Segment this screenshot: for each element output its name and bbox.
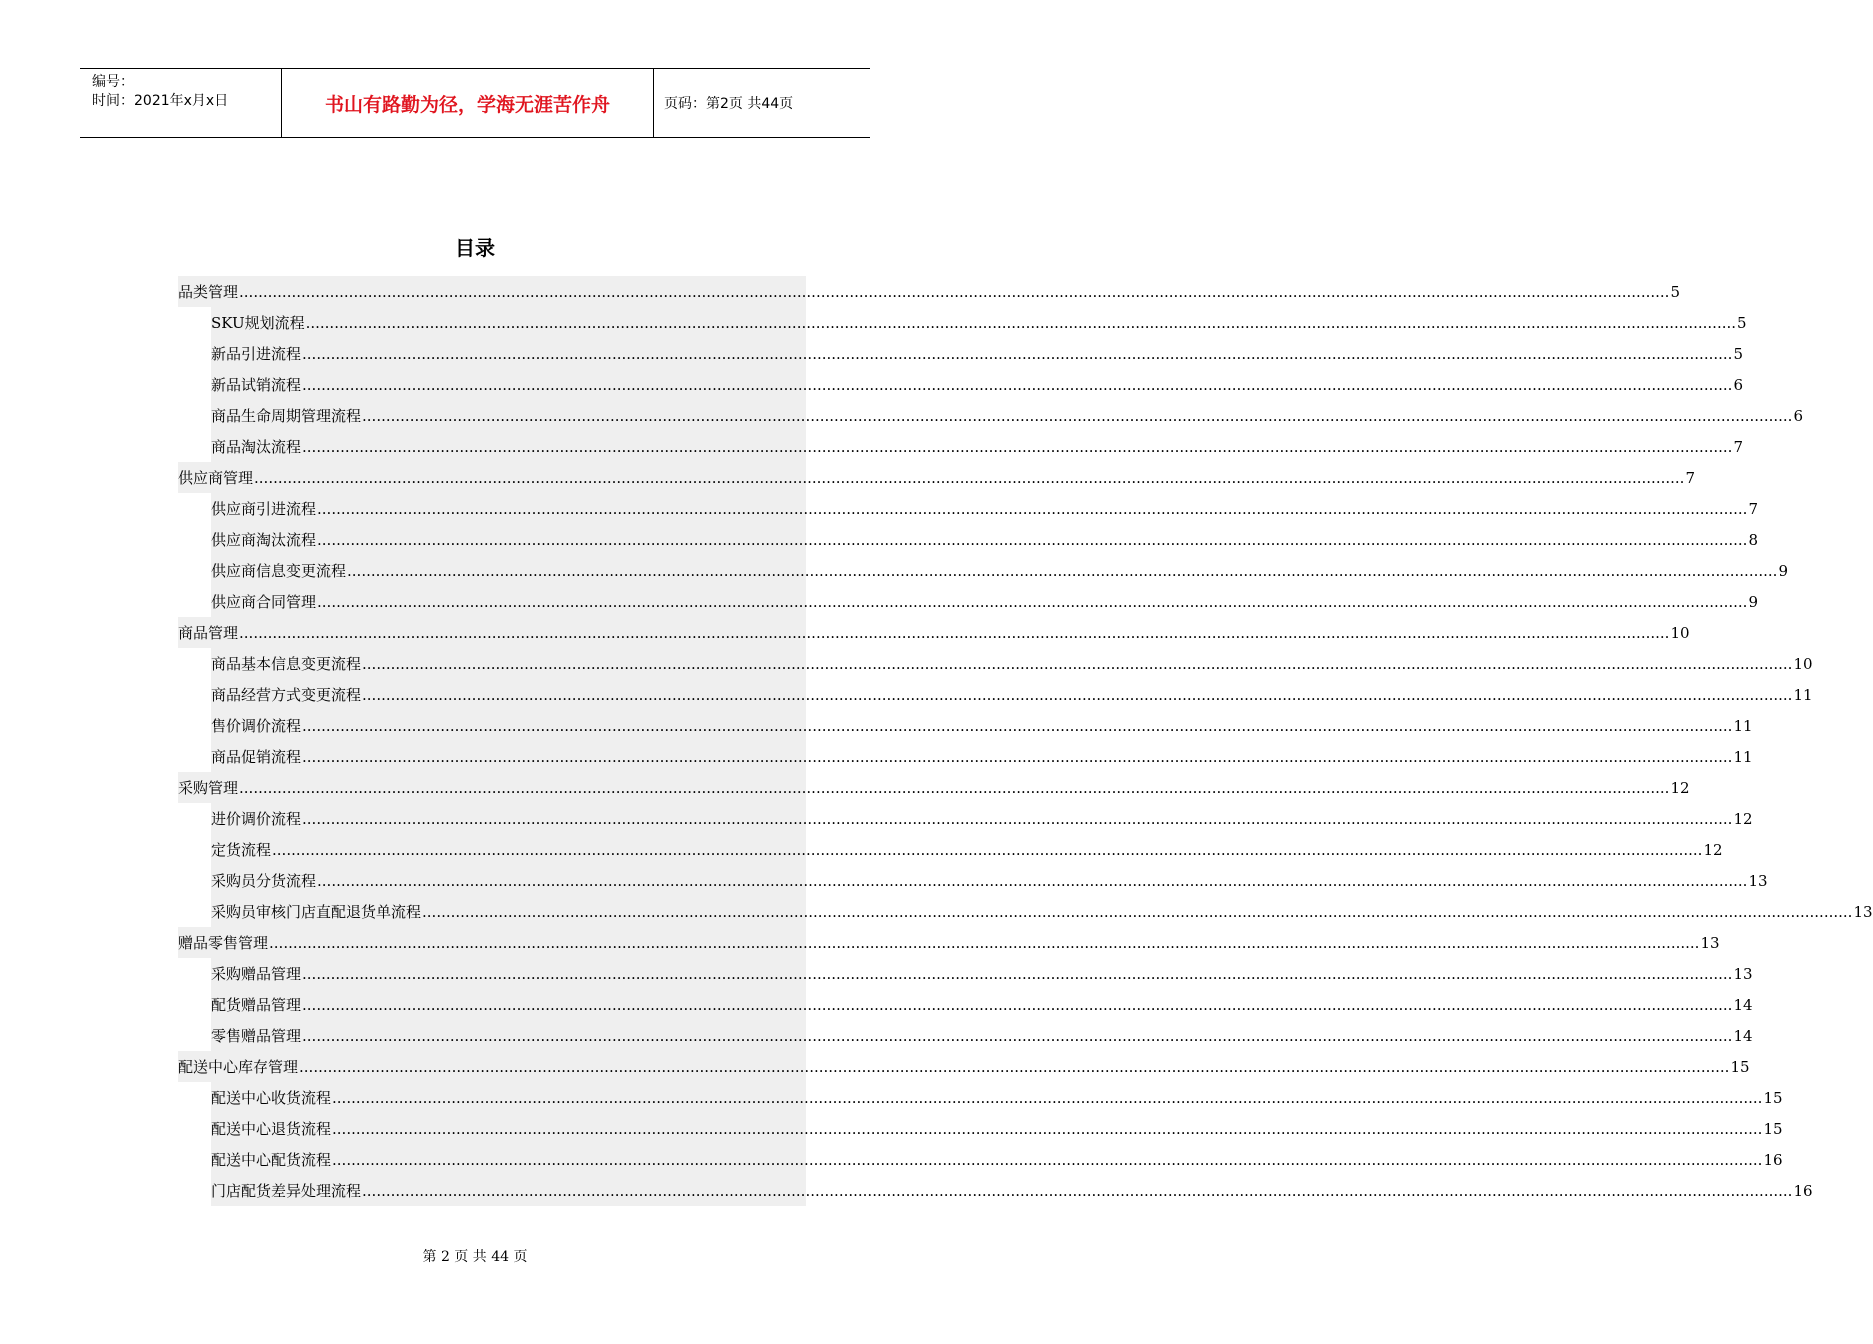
toc-dot-leader: ............................................................................................................................................................................................................................................................................................................	[239, 624, 1670, 642]
toc-dot-leader: ............................................................................................................................................................................................................................................................................................................	[302, 748, 1733, 766]
toc-entry-line	[211, 994, 1753, 1016]
toc-dot-leader: ............................................................................................................................................................................................................................................................................................................	[317, 500, 1748, 518]
header-left-cell	[80, 69, 282, 137]
header-page-info: 页码：第2页 共44页	[664, 96, 794, 112]
date-line: 时间：2021年x月x日	[92, 93, 229, 109]
toc-dot-leader: ............................................................................................................................................................................................................................................................................................................	[299, 1058, 1730, 1076]
toc-entry[interactable]	[178, 617, 1690, 648]
toc-entry-page: 5	[1737, 314, 1747, 332]
table-of-contents	[178, 276, 1873, 1206]
toc-entry-line	[211, 963, 1753, 985]
toc-entry-page: 13	[1853, 903, 1873, 921]
toc-entry-page: 15	[1730, 1058, 1750, 1076]
toc-dot-leader: ............................................................................................................................................................................................................................................................................................................	[302, 376, 1733, 394]
toc-entry[interactable]	[178, 896, 1873, 927]
toc-entry-line	[178, 281, 1680, 303]
toc-entry[interactable]	[178, 586, 1758, 617]
toc-entry-title: 供应商信息变更流程	[211, 562, 347, 580]
toc-entry-title: 采购赠品管理	[211, 965, 302, 983]
toc-entry[interactable]	[178, 369, 1743, 400]
toc-entry-title: 商品经营方式变更流程	[211, 686, 362, 704]
toc-entry-line	[211, 312, 1747, 334]
toc-entry-title: 采购员审核门店直配退货单流程	[211, 903, 422, 921]
toc-entry-line	[211, 436, 1743, 458]
toc-entry-page: 14	[1733, 1027, 1753, 1045]
toc-dot-leader: ............................................................................................................................................................................................................................................................................................................	[302, 717, 1733, 735]
toc-entry-title: 商品管理	[178, 624, 239, 642]
toc-entry-page: 13	[1733, 965, 1753, 983]
toc-entry[interactable]	[178, 462, 1695, 493]
toc-dot-leader: ............................................................................................................................................................................................................................................................................................................	[269, 934, 1700, 952]
toc-entry-title: 供应商合同管理	[211, 593, 317, 611]
toc-dot-leader: ............................................................................................................................................................................................................................................................................................................	[239, 283, 1670, 301]
toc-entry-page: 13	[1700, 934, 1720, 952]
toc-entry-page: 7	[1685, 469, 1695, 487]
toc-entry-title: 进价调价流程	[211, 810, 302, 828]
toc-entry-line	[178, 622, 1690, 644]
toc-dot-leader: ............................................................................................................................................................................................................................................................................................................	[317, 872, 1748, 890]
toc-entry[interactable]	[178, 1113, 1783, 1144]
toc-entry[interactable]	[178, 1175, 1813, 1206]
toc-entry[interactable]	[178, 679, 1813, 710]
toc-entry-line	[211, 591, 1758, 613]
toc-dot-leader: ............................................................................................................................................................................................................................................................................................................	[305, 314, 1737, 332]
toc-entry[interactable]	[178, 431, 1743, 462]
toc-entry-page: 9	[1778, 562, 1788, 580]
toc-entry[interactable]	[178, 1020, 1753, 1051]
toc-entry[interactable]	[178, 493, 1758, 524]
toc-entry-title: 供应商管理	[178, 469, 254, 487]
toc-entry[interactable]	[178, 648, 1813, 679]
toc-dot-leader: ............................................................................................................................................................................................................................................................................................................	[302, 345, 1733, 363]
toc-entry[interactable]	[178, 1082, 1783, 1113]
page-footer: 第 2 页 共 44 页	[422, 1249, 528, 1265]
toc-entry-title: 供应商引进流程	[211, 500, 317, 518]
toc-entry-title: 采购员分货流程	[211, 872, 317, 890]
toc-entry[interactable]	[178, 555, 1788, 586]
toc-entry[interactable]	[178, 989, 1753, 1020]
toc-entry-page: 15	[1763, 1120, 1783, 1138]
toc-entry-title: 售价调价流程	[211, 717, 302, 735]
toc-entry-line	[178, 777, 1690, 799]
toc-entry-title: 零售赠品管理	[211, 1027, 302, 1045]
toc-entry-title: 定货流程	[211, 841, 272, 859]
toc-entry-page: 12	[1670, 779, 1690, 797]
toc-dot-leader: ............................................................................................................................................................................................................................................................................................................	[254, 469, 1685, 487]
toc-entry-page: 12	[1703, 841, 1723, 859]
toc-entry-title: 商品淘汰流程	[211, 438, 302, 456]
toc-entry[interactable]	[178, 338, 1743, 369]
toc-entry-title: 配送中心收货流程	[211, 1089, 332, 1107]
toc-entry-page: 14	[1733, 996, 1753, 1014]
toc-entry[interactable]	[178, 1144, 1783, 1175]
toc-entry-line	[178, 932, 1720, 954]
toc-entry-title: 配送中心配货流程	[211, 1151, 332, 1169]
toc-entry-page: 6	[1733, 376, 1743, 394]
toc-entry[interactable]	[178, 865, 1768, 896]
toc-entry-line	[211, 1118, 1783, 1140]
toc-entry[interactable]	[178, 741, 1753, 772]
toc-entry[interactable]	[178, 803, 1753, 834]
toc-dot-leader: ............................................................................................................................................................................................................................................................................................................	[332, 1151, 1763, 1169]
toc-entry-line	[211, 374, 1743, 396]
toc-entry[interactable]	[178, 834, 1723, 865]
toc-entry-page: 11	[1733, 717, 1753, 735]
toc-entry-page: 8	[1748, 531, 1758, 549]
toc-dot-leader: ............................................................................................................................................................................................................................................................................................................	[302, 996, 1733, 1014]
toc-entry-page: 5	[1733, 345, 1743, 363]
toc-entry-title: 品类管理	[178, 283, 239, 301]
toc-entry[interactable]	[178, 307, 1747, 338]
toc-entry-title: 供应商淘汰流程	[211, 531, 317, 549]
toc-entry-line	[211, 870, 1768, 892]
toc-dot-leader: ............................................................................................................................................................................................................................................................................................................	[362, 655, 1793, 673]
toc-entry[interactable]	[178, 710, 1753, 741]
toc-dot-leader: ............................................................................................................................................................................................................................................................................................................	[317, 593, 1748, 611]
toc-dot-leader: ............................................................................................................................................................................................................................................................................................................	[302, 438, 1733, 456]
toc-entry-title: 新品试销流程	[211, 376, 302, 394]
toc-entry-title: 商品生命周期管理流程	[211, 407, 362, 425]
toc-dot-leader: ............................................................................................................................................................................................................................................................................................................	[332, 1120, 1763, 1138]
toc-dot-leader: ............................................................................................................................................................................................................................................................................................................	[362, 1182, 1793, 1200]
toc-entry-title: 赠品零售管理	[178, 934, 269, 952]
toc-entry[interactable]	[178, 524, 1758, 555]
toc-entry-page: 11	[1793, 686, 1813, 704]
toc-entry-line	[211, 808, 1753, 830]
toc-entry-page: 15	[1763, 1089, 1783, 1107]
toc-dot-leader: ............................................................................................................................................................................................................................................................................................................	[362, 686, 1793, 704]
toc-entry-page: 10	[1793, 655, 1813, 673]
toc-entry-line	[211, 1149, 1783, 1171]
toc-entry-title: 商品基本信息变更流程	[211, 655, 362, 673]
toc-entry-line	[211, 715, 1753, 737]
toc-entry-line	[211, 405, 1803, 427]
toc-entry-page: 12	[1733, 810, 1753, 828]
toc-entry-page: 7	[1733, 438, 1743, 456]
toc-dot-leader: ............................................................................................................................................................................................................................................................................................................	[272, 841, 1703, 859]
toc-title: 目录	[455, 236, 495, 260]
toc-dot-leader: ............................................................................................................................................................................................................................................................................................................	[317, 531, 1748, 549]
toc-entry[interactable]	[178, 276, 1680, 307]
toc-entry-line	[211, 529, 1758, 551]
toc-entry-page: 13	[1748, 872, 1768, 890]
toc-entry-title: 门店配货差异处理流程	[211, 1182, 362, 1200]
toc-entry-line	[211, 839, 1723, 861]
toc-entry-page: 16	[1793, 1182, 1813, 1200]
toc-entry-page: 7	[1748, 500, 1758, 518]
toc-entry[interactable]	[178, 927, 1720, 958]
toc-entry-line	[211, 498, 1758, 520]
toc-entry-line	[211, 684, 1813, 706]
toc-entry-line	[211, 560, 1788, 582]
toc-entry-title: 采购管理	[178, 779, 239, 797]
toc-dot-leader: ............................................................................................................................................................................................................................................................................................................	[302, 810, 1733, 828]
toc-entry-title: 新品引进流程	[211, 345, 302, 363]
toc-dot-leader: ............................................................................................................................................................................................................................................................................................................	[239, 779, 1670, 797]
toc-dot-leader: ............................................................................................................................................................................................................................................................................................................	[302, 965, 1733, 983]
toc-entry-title: 商品促销流程	[211, 748, 302, 766]
toc-entry-page: 16	[1763, 1151, 1783, 1169]
toc-entry-line	[211, 746, 1753, 768]
toc-entry-line	[211, 1087, 1783, 1109]
toc-dot-leader: ............................................................................................................................................................................................................................................................................................................	[302, 1027, 1733, 1045]
toc-entry[interactable]	[178, 958, 1753, 989]
toc-dot-leader: ............................................................................................................................................................................................................................................................................................................	[332, 1089, 1763, 1107]
toc-entry-title: 配送中心库存管理	[178, 1058, 299, 1076]
toc-entry-title: SKU规划流程	[211, 314, 305, 332]
toc-entry-line	[178, 467, 1695, 489]
toc-entry[interactable]	[178, 772, 1690, 803]
toc-entry-line	[211, 343, 1743, 365]
toc-entry[interactable]	[178, 400, 1803, 431]
toc-entry-page: 9	[1748, 593, 1758, 611]
toc-entry-line	[211, 1025, 1753, 1047]
page-header	[80, 68, 870, 138]
toc-entry-page: 10	[1670, 624, 1690, 642]
toc-dot-leader: ............................................................................................................................................................................................................................................................................................................	[422, 903, 1853, 921]
toc-entry-page: 11	[1733, 748, 1753, 766]
toc-entry-line	[178, 1056, 1750, 1078]
toc-dot-leader: ............................................................................................................................................................................................................................................................................................................	[347, 562, 1778, 580]
number-label: 编号：	[92, 74, 134, 90]
toc-entry-line	[211, 901, 1873, 923]
toc-entry-page: 6	[1793, 407, 1803, 425]
toc-entry-title: 配送中心退货流程	[211, 1120, 332, 1138]
toc-entry-line	[211, 1180, 1813, 1202]
toc-entry-page: 5	[1670, 283, 1680, 301]
toc-entry-title: 配货赠品管理	[211, 996, 302, 1014]
motto: 书山有路勤为径，学海无涯苦作舟	[282, 69, 654, 137]
toc-entry-line	[211, 653, 1813, 675]
toc-dot-leader: ............................................................................................................................................................................................................................................................................................................	[362, 407, 1793, 425]
toc-entry[interactable]	[178, 1051, 1750, 1082]
